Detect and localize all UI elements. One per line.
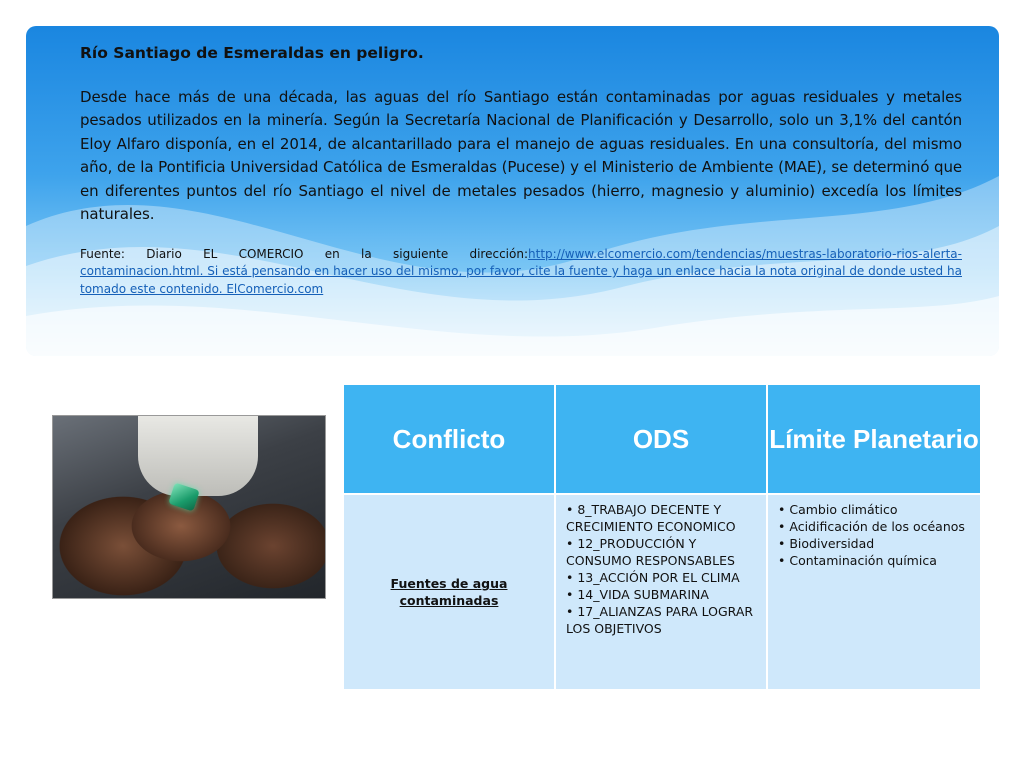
ods-item: • 12_PRODUCCIÓN Y CONSUMO RESPONSABLES xyxy=(566,535,756,569)
limits-list xyxy=(778,501,970,569)
shirt-shape xyxy=(138,416,258,496)
limit-item: • Biodiversidad xyxy=(778,535,970,552)
ods-item: • 14_VIDA SUBMARINA xyxy=(566,586,756,603)
source-label: Fuente: Diario EL COMERCIO en la siguiente dirección: xyxy=(80,246,529,261)
header-ods: ODS xyxy=(555,384,767,494)
conflict-text: Fuentes de agua contaminadas xyxy=(390,576,508,608)
table-row xyxy=(343,494,981,690)
source-link[interactable]: http://www.elcomercio.com/tendencias/muestras-laboratorio-rios-alerta-contaminacion.html. Si está pensando en hacer uso del mismo, por favor, cite la fuente y haga un enlace hacia la nota original de donde usted ha tomado este contenido. ElComercio.com xyxy=(80,246,962,296)
info-table xyxy=(342,383,982,691)
limit-item: • Contaminación química xyxy=(778,552,970,569)
ods-item: • 8_TRABAJO DECENTE Y CRECIMIENTO ECONOMICO xyxy=(566,501,756,535)
limit-item: • Acidificación de los océanos xyxy=(778,518,970,535)
ods-item: • 17_ALIANZAS PARA LOGRAR LOS OBJETIVOS xyxy=(566,603,756,637)
ods-cell xyxy=(555,494,767,690)
source-citation xyxy=(80,246,962,299)
slide-title: Río Santiago de Esmeraldas en peligro. xyxy=(80,44,424,62)
ods-list xyxy=(566,501,756,637)
conflict-cell xyxy=(343,494,555,690)
header-row xyxy=(343,384,981,494)
article-paragraph: Desde hace más de una década, las aguas del río Santiago están contaminadas por aguas residuales y metales pesados utilizados en la minería. Según la Secretaría Nacional de Planificación y Desarrollo, solo un 3,1% del cantón Eloy Alfaro disponía, en el 2014, de alcantarillado para el manejo de aguas residuales. En una consultoría, del mismo año, de la Pontificia Universidad Católica de Esmeraldas (Pucese) y el Ministerio de Ambiente (MAE), se determinó que en diferentes puntos del río Santiago el nivel de metales pesados (hierro, magnesio y aluminio) excedía los límites naturales. xyxy=(80,87,962,223)
header-limite-planetario: Límite Planetario xyxy=(767,384,981,494)
miner-hands-photo xyxy=(52,415,326,599)
ods-item: • 13_ACCIÓN POR EL CLIMA xyxy=(566,569,756,586)
header-conflicto: Conflicto xyxy=(343,384,555,494)
limit-item: • Cambio climático xyxy=(778,501,970,518)
limits-cell xyxy=(767,494,981,690)
article-text xyxy=(80,42,962,298)
